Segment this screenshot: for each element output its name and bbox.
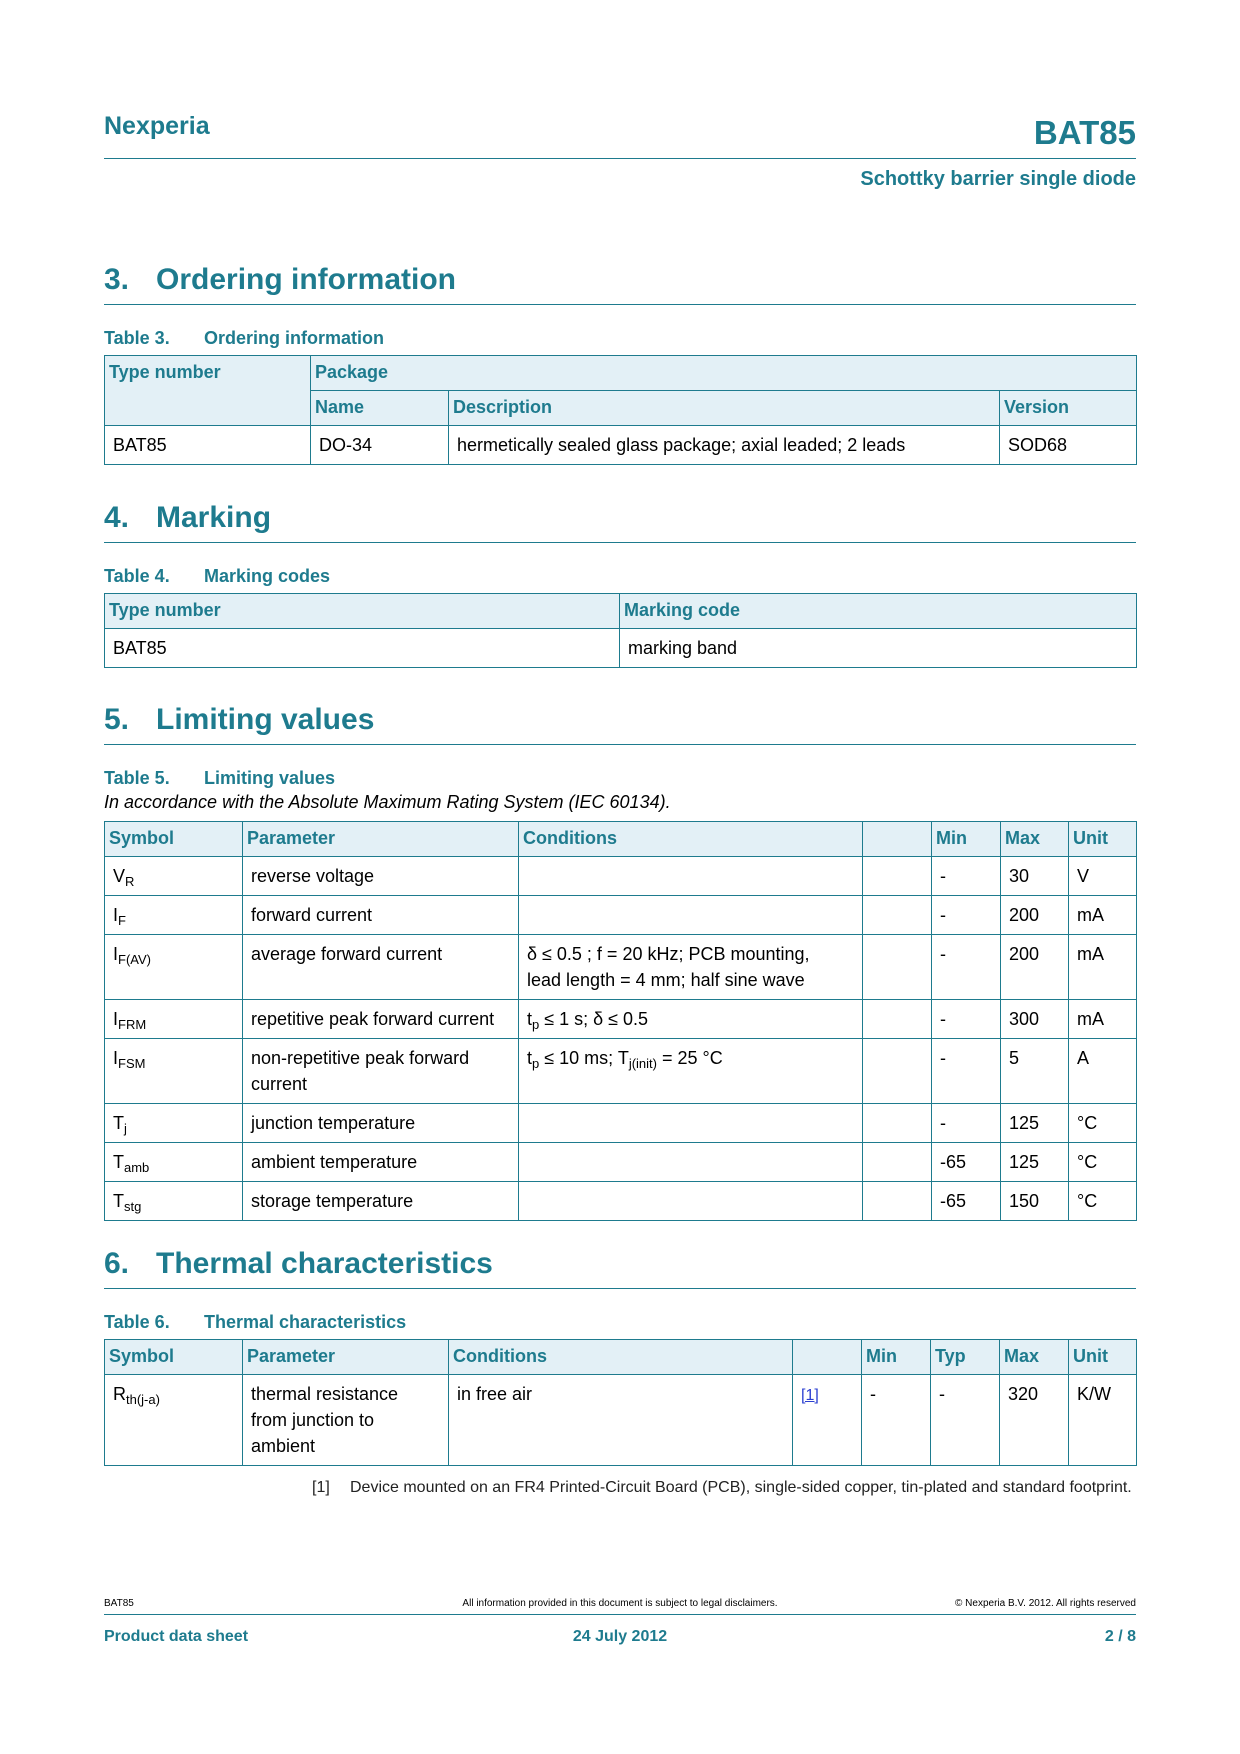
cell-parameter: repetitive peak forward current	[243, 1000, 519, 1039]
cell-type-number: BAT85	[105, 629, 620, 668]
col-header-min: Min	[862, 1340, 931, 1375]
section-title-text: Limiting values	[156, 703, 375, 736]
section-limiting-values	[104, 700, 1136, 1221]
cell-version: SOD68	[1000, 426, 1137, 465]
cell-symbol: $I_{FSM}$	[105, 1039, 243, 1104]
cell-conditions	[519, 1182, 863, 1221]
cell-min: -	[932, 935, 1001, 1000]
section-title	[104, 260, 1136, 305]
col-header-ref	[863, 822, 932, 857]
col-header-parameter: Parameter	[243, 1340, 449, 1375]
footnote-text: Device mounted on an FR4 Printed-Circuit Board (PCB), single-sided copper, tin-plated and standard footprint.	[350, 1479, 1132, 1496]
cell-min: -65	[932, 1182, 1001, 1221]
table-number: Table 4.	[104, 566, 170, 586]
table-number: Table 3.	[104, 328, 170, 348]
cell-symbol: $T_{stg}$	[105, 1182, 243, 1221]
cell-typ: -	[931, 1375, 1000, 1466]
table-row	[105, 1182, 1137, 1221]
table-row	[105, 1039, 1137, 1104]
ordering-table	[104, 355, 1137, 465]
cell-parameter: thermal resistance from junction to ambient	[243, 1375, 449, 1466]
section-number: 4.	[104, 501, 130, 534]
section-number: 5.	[104, 703, 130, 736]
product-name: BAT85	[1033, 114, 1136, 151]
cell-max: 200	[1001, 896, 1069, 935]
table-row	[105, 896, 1137, 935]
section-title	[104, 1244, 1136, 1289]
cell-unit: °C	[1069, 1182, 1137, 1221]
table-row	[105, 629, 1137, 668]
section-title	[104, 498, 1136, 543]
cell-min: -	[932, 896, 1001, 935]
cell-max: 200	[1001, 935, 1069, 1000]
col-header-max: Max	[1000, 1340, 1069, 1375]
cell-min: -	[932, 1000, 1001, 1039]
footnote-mark: [1]	[312, 1479, 330, 1496]
table-number: Table 6.	[104, 1312, 170, 1332]
cell-max: 30	[1001, 857, 1069, 896]
cell-max: 5	[1001, 1039, 1069, 1104]
col-header-version: Version	[1000, 391, 1137, 426]
cell-min: -	[862, 1375, 931, 1466]
cell-unit: mA	[1069, 935, 1137, 1000]
footnote	[312, 1478, 1136, 1498]
footer-legal-notice: All information provided in this document is subject to legal disclaimers.	[462, 1598, 778, 1609]
cell-ref	[863, 1000, 932, 1039]
col-header-unit: Unit	[1069, 822, 1137, 857]
cell-parameter: non-repetitive peak forward current	[243, 1039, 519, 1104]
cell-ref	[863, 896, 932, 935]
cell-parameter: storage temperature	[243, 1182, 519, 1221]
cell-ref	[863, 1039, 932, 1104]
cell-conditions: $t_p \le 10$ ms; $T_{j(init)} = 25$ °C	[519, 1039, 863, 1104]
col-header-conditions: Conditions	[519, 822, 863, 857]
cell-unit: K/W	[1069, 1375, 1137, 1466]
table-caption	[104, 767, 1136, 789]
cell-unit: mA	[1069, 896, 1137, 935]
footnote-reference-link[interactable]: [1]	[801, 1387, 819, 1404]
footer-divider	[104, 1614, 1136, 1615]
table-row	[105, 1000, 1137, 1039]
cell-symbol: $V_R$	[105, 857, 243, 896]
col-header-parameter: Parameter	[243, 822, 519, 857]
col-header-type-number: Type number	[105, 356, 311, 426]
cell-name: DO-34	[311, 426, 449, 465]
cell-min: -	[932, 857, 1001, 896]
col-header-max: Max	[1001, 822, 1069, 857]
table-title: Ordering information	[204, 328, 384, 348]
cell-parameter: average forward current	[243, 935, 519, 1000]
cell-unit: °C	[1069, 1104, 1137, 1143]
col-header-name: Name	[311, 391, 449, 426]
cell-ref	[863, 1182, 932, 1221]
cell-conditions: in free air	[449, 1375, 793, 1466]
cell-type-number: BAT85	[105, 426, 311, 465]
cell-parameter: ambient temperature	[243, 1143, 519, 1182]
cell-min: -	[932, 1039, 1001, 1104]
cell-parameter: forward current	[243, 896, 519, 935]
section-number: 3.	[104, 263, 130, 296]
cell-marking-code: marking band	[620, 629, 1137, 668]
col-header-min: Min	[932, 822, 1001, 857]
cell-symbol: $I_F$	[105, 896, 243, 935]
cell-min: -65	[932, 1143, 1001, 1182]
col-header-symbol: Symbol	[105, 822, 243, 857]
table-row	[105, 857, 1137, 896]
footer-doc-id: BAT85	[104, 1598, 134, 1609]
cell-conditions	[519, 857, 863, 896]
cell-max: 125	[1001, 1143, 1069, 1182]
table-title: Marking codes	[204, 566, 331, 586]
col-header-description: Description	[449, 391, 1000, 426]
marking-table	[104, 593, 1137, 668]
section-thermal-characteristics	[104, 1244, 1136, 1466]
cell-unit: mA	[1069, 1000, 1137, 1039]
table-caption	[104, 1311, 1136, 1333]
cell-symbol: $T_j$	[105, 1104, 243, 1143]
brand-name: Nexperia	[104, 112, 210, 140]
section-title-text: Thermal characteristics	[156, 1247, 493, 1280]
cell-max: 320	[1000, 1375, 1069, 1466]
header-divider	[104, 158, 1136, 159]
cell-ref	[793, 1375, 862, 1466]
cell-description: hermetically sealed glass package; axial leaded; 2 leads	[449, 426, 1000, 465]
cell-ref	[863, 935, 932, 1000]
table-caption	[104, 565, 1136, 587]
col-header-typ: Typ	[931, 1340, 1000, 1375]
cell-symbol: $T_{amb}$	[105, 1143, 243, 1182]
cell-symbol: $I_{F(AV)}$	[105, 935, 243, 1000]
cell-ref	[863, 1143, 932, 1182]
col-header-ref	[793, 1340, 862, 1375]
cell-parameter: reverse voltage	[243, 857, 519, 896]
footer-date: 24 July 2012	[572, 1628, 668, 1645]
cell-parameter: junction temperature	[243, 1104, 519, 1143]
table-row	[105, 1143, 1137, 1182]
cell-symbol: $I_{FRM}$	[105, 1000, 243, 1039]
cell-unit: V	[1069, 857, 1137, 896]
cell-min: -	[932, 1104, 1001, 1143]
table-note: In accordance with the Absolute Maximum Rating System (IEC 60134).	[104, 792, 671, 812]
limiting-values-table	[104, 821, 1137, 1221]
table-row	[105, 1375, 1137, 1466]
section-title-text: Marking	[156, 501, 272, 534]
section-number: 6.	[104, 1247, 130, 1280]
table-caption	[104, 327, 1136, 349]
col-header-unit: Unit	[1069, 1340, 1137, 1375]
table-title: Thermal characteristics	[204, 1312, 407, 1332]
cell-conditions	[519, 1143, 863, 1182]
cell-conditions	[519, 896, 863, 935]
footer-copyright: © Nexperia B.V. 2012. All rights reserved	[955, 1598, 1136, 1609]
cell-max: 150	[1001, 1182, 1069, 1221]
table-number: Table 5.	[104, 768, 170, 788]
cell-max: 125	[1001, 1104, 1069, 1143]
thermal-table	[104, 1339, 1137, 1466]
col-header-conditions: Conditions	[449, 1340, 793, 1375]
cell-unit: °C	[1069, 1143, 1137, 1182]
cell-max: 300	[1001, 1000, 1069, 1039]
footer-doc-type: Product data sheet	[104, 1628, 249, 1645]
table-row	[105, 935, 1137, 1000]
cell-conditions: δ ≤ 0.5 ; f = 20 kHz; PCB mounting, lead length = 4 mm; half sine wave	[519, 935, 863, 1000]
section-ordering-information	[104, 260, 1136, 465]
product-subtitle: Schottky barrier single diode	[860, 168, 1136, 190]
table-row	[105, 1104, 1137, 1143]
cell-ref	[863, 1104, 932, 1143]
table-title: Limiting values	[204, 768, 336, 788]
cell-conditions: $t_p \le 1$ s; δ ≤ 0.5	[519, 1000, 863, 1039]
col-header-symbol: Symbol	[105, 1340, 243, 1375]
section-title-text: Ordering information	[156, 263, 456, 296]
section-marking	[104, 498, 1136, 668]
cell-ref	[863, 857, 932, 896]
cell-symbol: $R_{th(j-a)}$	[105, 1375, 243, 1466]
col-header-type-number: Type number	[105, 594, 620, 629]
table-row	[105, 426, 1137, 465]
col-header-marking-code: Marking code	[620, 594, 1137, 629]
section-title	[104, 700, 1136, 745]
cell-unit: A	[1069, 1039, 1137, 1104]
cell-conditions	[519, 1104, 863, 1143]
col-header-package: Package	[311, 356, 1137, 391]
footer-page-number: 2 / 8	[1104, 1628, 1136, 1645]
